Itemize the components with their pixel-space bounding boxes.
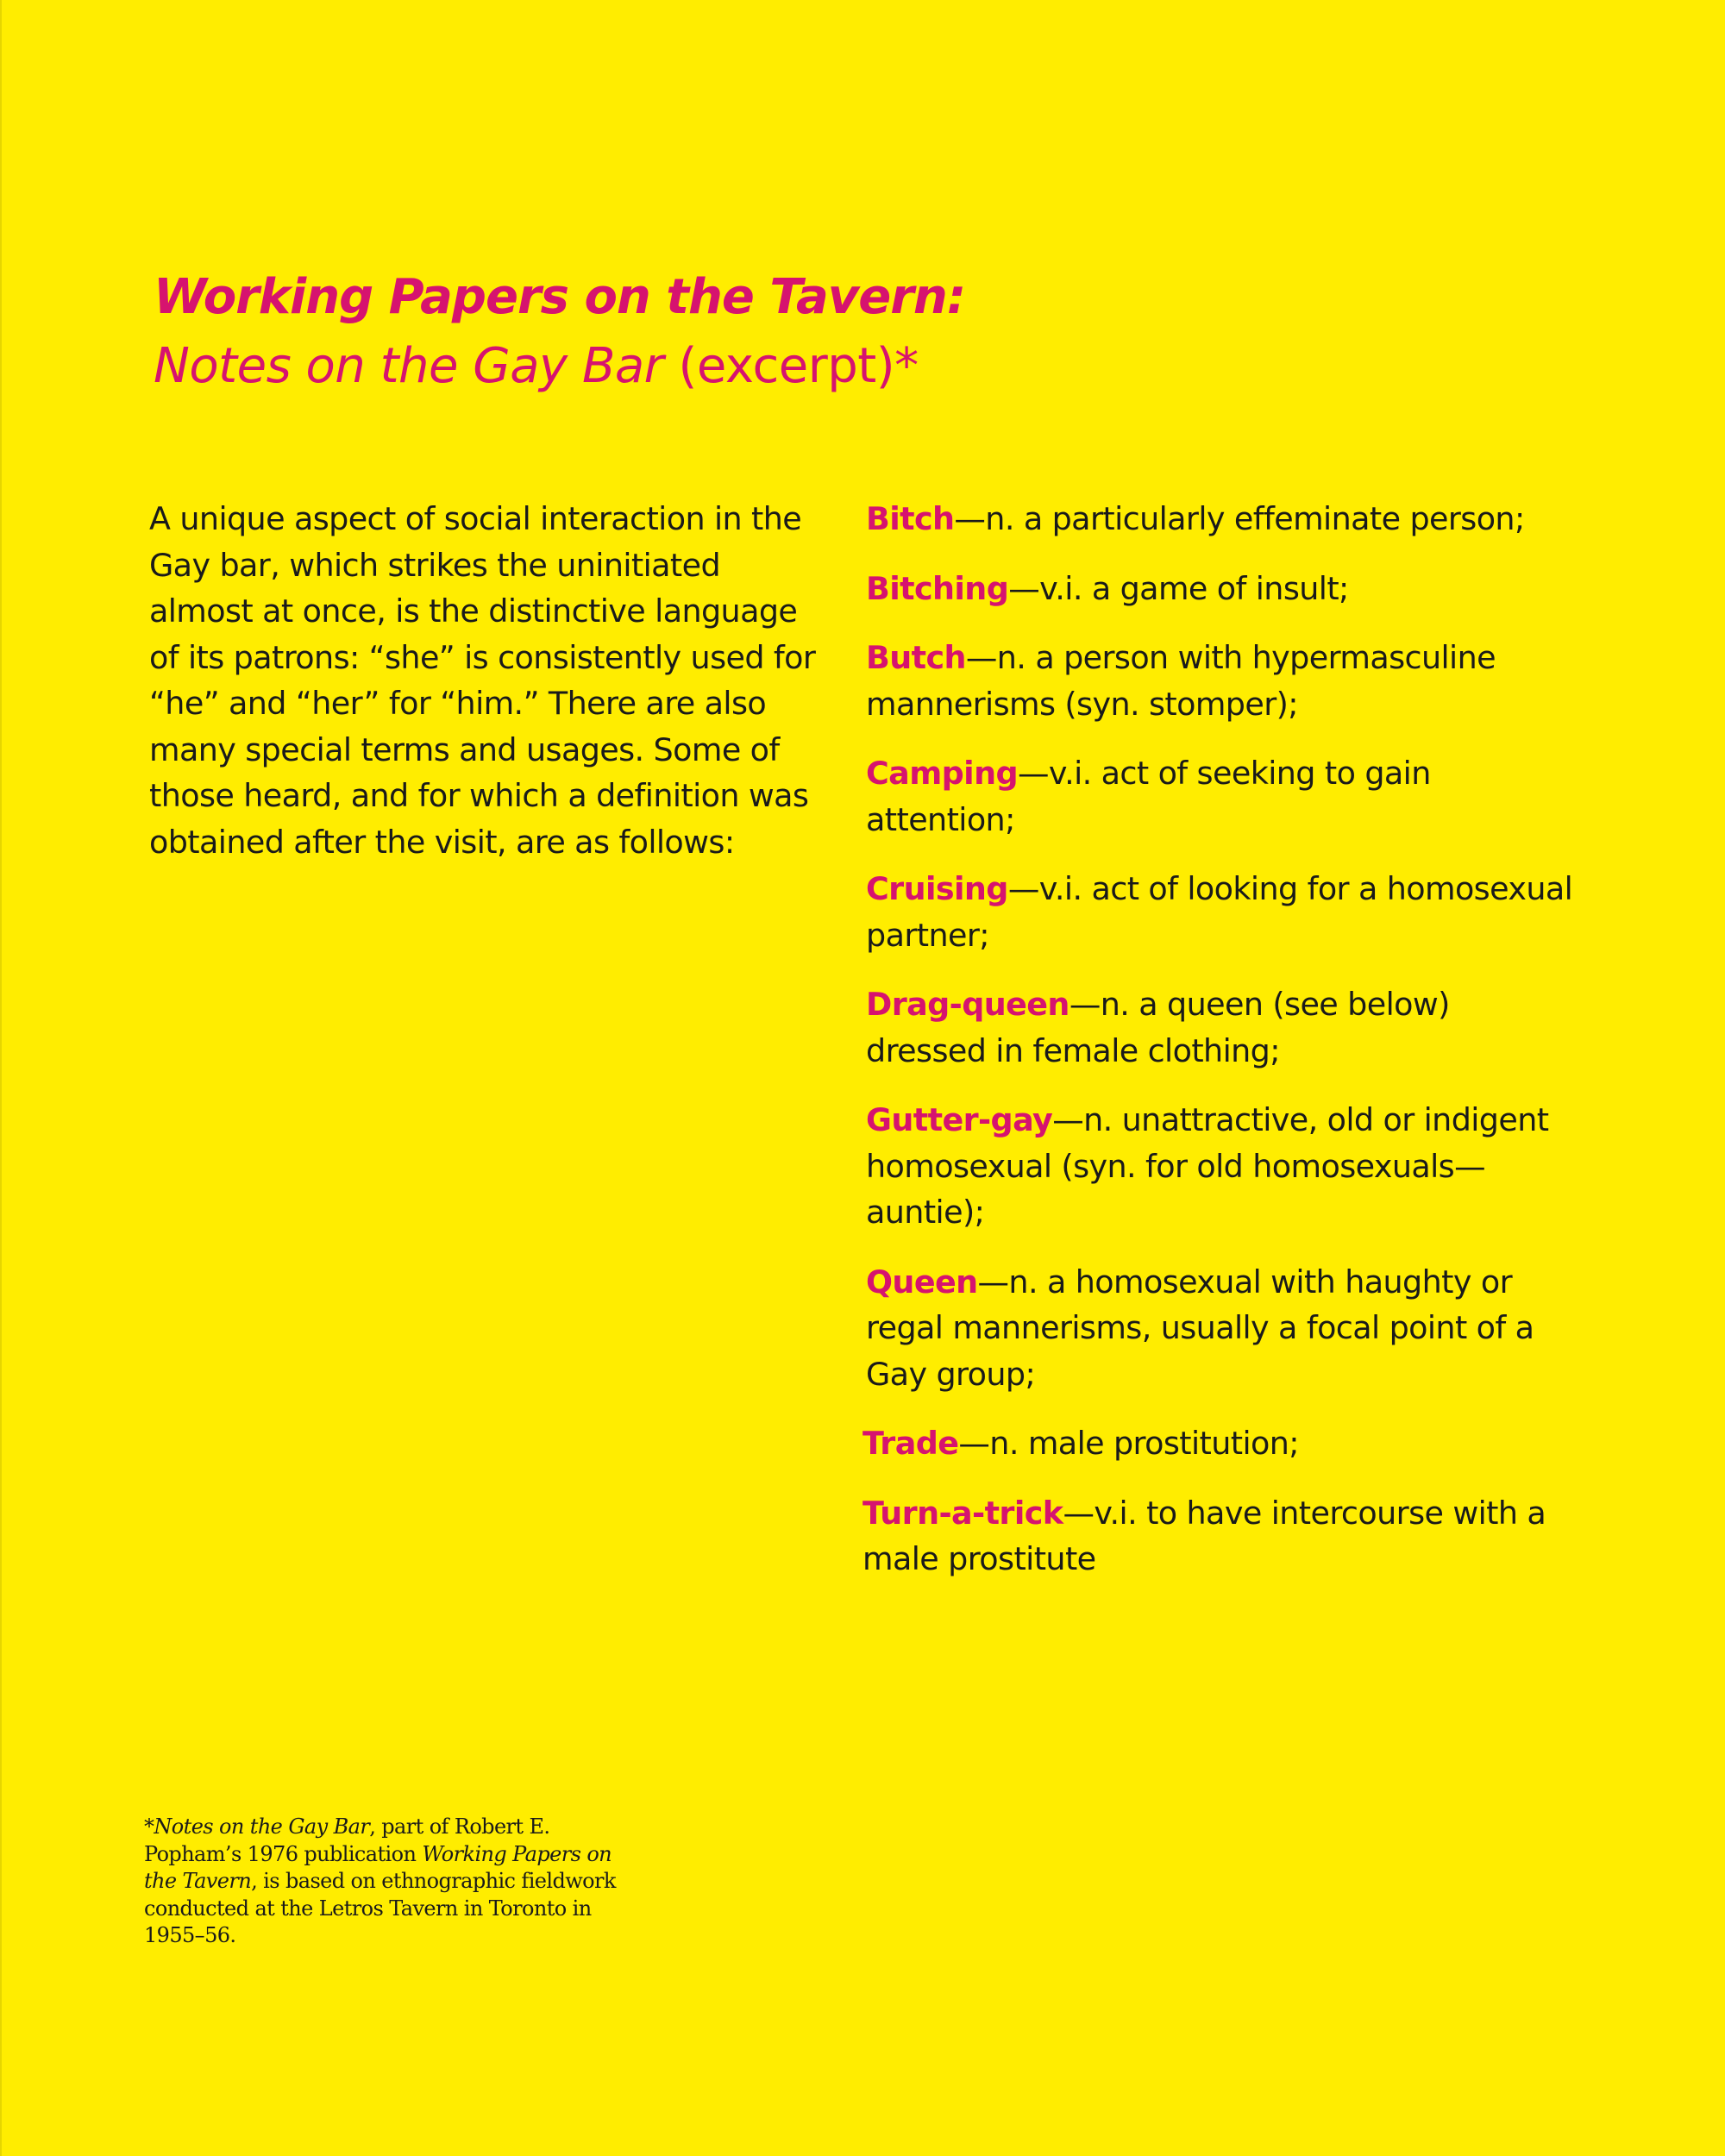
glossary-term: Drag-queen bbox=[866, 986, 1070, 1023]
glossary-definition: —n. a particularly effeminate person; bbox=[954, 500, 1525, 537]
glossary-column bbox=[862, 496, 1573, 1606]
glossary-entry bbox=[866, 750, 1573, 843]
glossary-term: Butch bbox=[866, 639, 966, 676]
glossary-entry bbox=[862, 1490, 1573, 1583]
footnote-marker: * bbox=[144, 1814, 154, 1839]
glossary-definition: —v.i. to have intercourse with a male prostitute bbox=[862, 1494, 1546, 1577]
subtitle-italic: Notes on the Gay Bar bbox=[154, 338, 664, 394]
glossary-entry bbox=[866, 981, 1573, 1074]
glossary-term: Queen bbox=[866, 1263, 978, 1300]
footnote-publication: Working Papers on the Tavern bbox=[144, 1841, 612, 1893]
glossary-term: Bitching bbox=[866, 569, 1009, 607]
glossary-term: Bitch bbox=[866, 500, 955, 537]
glossary-entry bbox=[866, 566, 1573, 612]
glossary-definition: —v.i. act of looking for a homosexual partner; bbox=[866, 870, 1573, 954]
glossary-entry bbox=[862, 1420, 1573, 1467]
glossary-term: Cruising bbox=[866, 870, 1008, 907]
glossary-term: Turn-a-trick bbox=[862, 1494, 1063, 1532]
footnote-text: , part of Robert E. Popham’s 1976 publication bbox=[144, 1814, 550, 1866]
glossary-entry bbox=[866, 1259, 1573, 1398]
page-edge bbox=[0, 0, 2, 2156]
glossary-term: Gutter-gay bbox=[866, 1101, 1053, 1138]
glossary-definition: —n. a homosexual with haughty or regal mannerisms, usually a focal point of a Gay group; bbox=[866, 1263, 1534, 1393]
glossary-entry bbox=[866, 635, 1573, 727]
footnote-paragraph bbox=[144, 1814, 627, 1950]
intro-paragraph: A unique aspect of social interaction in the Gay bar, which strikes the uninitiated almost at once, is the distinctive language of its patrons: “she” is consistently used for “he” and “her” for “him.” There are also many special terms and usages. Some of those heard, and for which a definition was obtained after the visit, are as follows: bbox=[149, 500, 816, 861]
glossary-definition: —n. unattractive, old or indigent homosexual (syn. for old homosexuals—auntie); bbox=[866, 1101, 1549, 1231]
glossary-term: Camping bbox=[866, 755, 1019, 792]
footnote bbox=[144, 1814, 627, 1950]
glossary-entry bbox=[866, 866, 1573, 958]
glossary-entry bbox=[866, 496, 1573, 542]
glossary-entry bbox=[866, 1097, 1573, 1236]
glossary-definition: —n. male prostitution; bbox=[958, 1425, 1299, 1462]
glossary-definition: —n. a person with hypermasculine mannerisms (syn. stomper); bbox=[866, 639, 1496, 723]
footnote-title: Notes on the Gay Bar bbox=[154, 1814, 370, 1839]
glossary-definition: —v.i. act of seeking to gain attention; bbox=[866, 755, 1431, 838]
glossary-term: Trade bbox=[862, 1425, 959, 1462]
title-block bbox=[154, 263, 1620, 401]
glossary-definition: —v.i. a game of insult; bbox=[1008, 569, 1349, 607]
footnote-text: , is based on ethnographic fieldwork conducted at the Letros Tavern in Toronto in 1955–56. bbox=[144, 1869, 616, 1947]
page-title: Working Papers on the Tavern: bbox=[154, 269, 966, 325]
subtitle-suffix: (excerpt)* bbox=[663, 338, 919, 394]
intro-column bbox=[149, 496, 822, 865]
glossary-definition: —n. a queen (see below) dressed in female clothing; bbox=[866, 986, 1450, 1069]
page-subtitle bbox=[154, 332, 1620, 401]
